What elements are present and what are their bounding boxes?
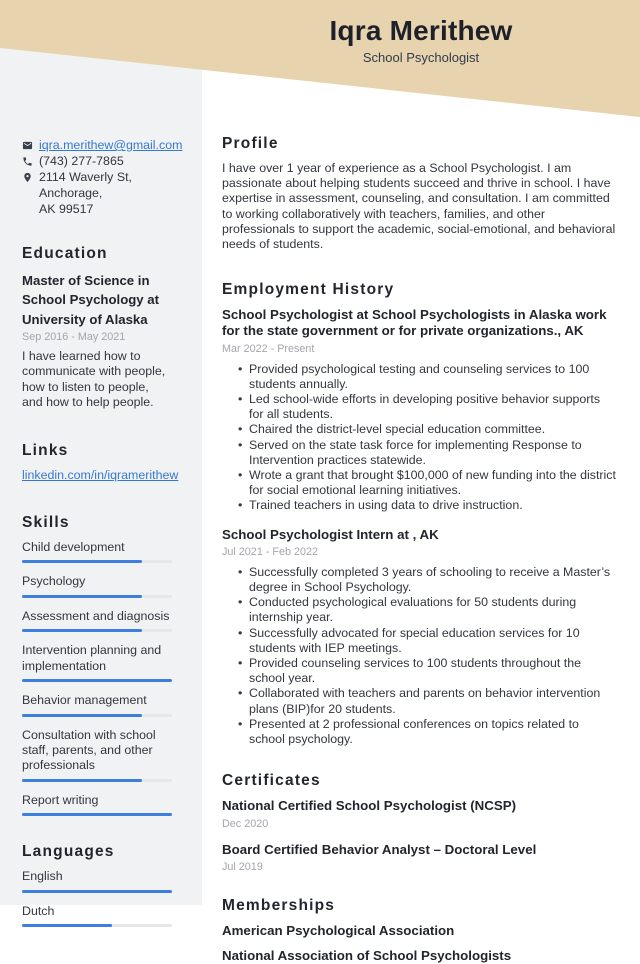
education-degree: Master of Science in School Psychology at University of Alaska: [22, 272, 160, 327]
skill-label: Psychology: [22, 574, 86, 589]
skill-bar-track: [22, 679, 172, 682]
main-column: [202, 0, 640, 963]
job-dates: Jul 2021 - Feb 2022: [222, 545, 319, 558]
job-entry: [222, 307, 616, 513]
job-bullet: • Provided counseling services to 100 students throughout the school year.: [249, 656, 616, 686]
language-label: English: [22, 869, 63, 884]
language-bar-fill: [22, 890, 172, 893]
job-title: School Psychologist at School Psychologists in Alaska work for the state government or for private organizations., AK: [222, 307, 607, 339]
employment-history-heading: Employment History: [222, 281, 395, 299]
skill-bar-fill: [22, 714, 142, 717]
skill-label: Consultation with school staff, parents, and other professionals: [22, 727, 156, 773]
job-bullet-list: [222, 362, 616, 514]
phone-number: (743) 277-7865: [39, 153, 124, 168]
skill-item: [22, 540, 172, 563]
skill-bar-track: [22, 813, 172, 816]
contact-phone-row: [22, 154, 172, 170]
job-bullet: • Conducted psychological evaluations for 50 students during internship year.: [249, 595, 616, 625]
job-bullet: • Chaired the district-level special education committee.: [249, 422, 616, 437]
skill-bar-fill: [22, 679, 172, 682]
skill-bar-fill: [22, 629, 142, 632]
job-bullet: • Presented at 2 professional conferences on topics related to school psychology.: [249, 717, 616, 747]
skills-heading: Skills: [22, 514, 70, 532]
skill-item: [22, 609, 172, 632]
job-bullet: • Provided psychological testing and counseling services to 100 students annually.: [249, 362, 616, 392]
contact-address-row: [22, 170, 172, 218]
job-bullet: • Led school-wide efforts in developing positive behavior supports for all students.: [249, 392, 616, 422]
skill-bar-track: [22, 629, 172, 632]
contact-email-row: [22, 138, 183, 154]
skill-label: Intervention planning and implementation: [22, 643, 162, 673]
address-line-1: 2114 Waverly St, Anchorage,: [39, 169, 132, 200]
skill-bar-fill: [22, 813, 172, 816]
skill-bar-track: [22, 560, 172, 563]
language-bar-fill: [22, 924, 112, 927]
job-bullet: • Wrote a grant that brought $100,000 of new funding into the district for social emotional learning initiatives.: [249, 468, 616, 498]
person-job-title: School Psychologist: [362, 50, 480, 65]
job-dates: Mar 2022 - Present: [222, 342, 315, 355]
job-title: School Psychologist Intern at , AK: [222, 526, 439, 542]
certificate-entry: [222, 842, 616, 874]
education-dates: Sep 2016 - May 2021: [22, 331, 126, 344]
membership-entry: National Association of School Psychologists: [222, 947, 512, 963]
email-icon: [22, 140, 33, 151]
skill-label: Assessment and diagnosis: [22, 608, 170, 623]
skill-label: Child development: [22, 540, 125, 555]
address-line-2: AK 99517: [39, 201, 94, 216]
skill-bar-fill: [22, 560, 142, 563]
sidebar: [0, 0, 202, 918]
profile-heading: Profile: [222, 135, 279, 152]
skill-item: [22, 728, 172, 782]
certificate-title: National Certified School Psychologist (NCSP): [222, 798, 517, 814]
language-item: [22, 904, 172, 927]
job-bullet: • Successfully completed 3 years of schooling to receive a Master’s degree in School Psychology.: [249, 565, 616, 595]
job-bullet: • Successfully advocated for special education services for 10 students with IEP meetings.: [249, 626, 616, 656]
address: [39, 170, 172, 218]
skill-bar-fill: [22, 595, 142, 598]
links-list: [22, 467, 179, 483]
person-name: Iqra Merithew: [329, 15, 513, 46]
language-item: [22, 869, 172, 892]
education-heading: Education: [22, 244, 108, 262]
education-description: I have learned how to communicate with people, how to listen to people, and how to help people.: [22, 349, 166, 410]
linkedin-link[interactable]: linkedin.com/in/iqramerithew: [22, 467, 179, 482]
membership-entry: American Psychological Association: [222, 922, 455, 938]
links-heading: Links: [22, 441, 69, 459]
certificate-title: Board Certified Behavior Analyst – Doctoral Level: [222, 841, 537, 857]
email-link[interactable]: iqra.merithew@gmail.com: [39, 138, 183, 152]
language-label: Dutch: [22, 903, 55, 918]
certificates-heading: Certificates: [222, 772, 321, 790]
job-bullet: • Trained teachers in using data to drive instruction.: [249, 498, 616, 513]
profile-text: I have over 1 year of experience as a School Psychologist. I am passionate about helping students succeed and thrive in school. I have expertise in assessment, counseling, and consultation. I am committed to working collaboratively with teachers, families, and other professionals to support the academic, social-emotional, and behavioral needs of students.: [222, 161, 616, 252]
languages-heading: Languages: [22, 843, 115, 861]
skill-label: Behavior management: [22, 693, 147, 708]
skill-item: [22, 574, 172, 597]
certificate-date: Dec 2020: [222, 817, 269, 830]
location-pin-icon: [22, 172, 33, 183]
certificate-date: Jul 2019: [222, 860, 263, 873]
skill-bar-track: [22, 714, 172, 717]
job-entry: [222, 527, 616, 748]
skill-item: [22, 643, 172, 682]
phone-icon: [22, 156, 33, 167]
skill-item: [22, 793, 172, 816]
job-bullet-list: [222, 565, 616, 747]
skill-bar-track: [22, 595, 172, 598]
skill-item: [22, 693, 172, 716]
certificate-entry: [222, 798, 616, 830]
skill-bar-track: [22, 779, 172, 782]
skill-bar-fill: [22, 779, 142, 782]
language-bar-track: [22, 890, 172, 893]
memberships-heading: Memberships: [222, 896, 336, 914]
language-bar-track: [22, 924, 172, 927]
job-bullet: • Collaborated with teachers and parents on behavior intervention plans (BIP)for 20 students.: [249, 686, 616, 716]
skill-label: Report writing: [22, 792, 99, 807]
job-bullet: • Served on the state task force for implementing Response to Intervention practices statewide.: [249, 438, 616, 468]
